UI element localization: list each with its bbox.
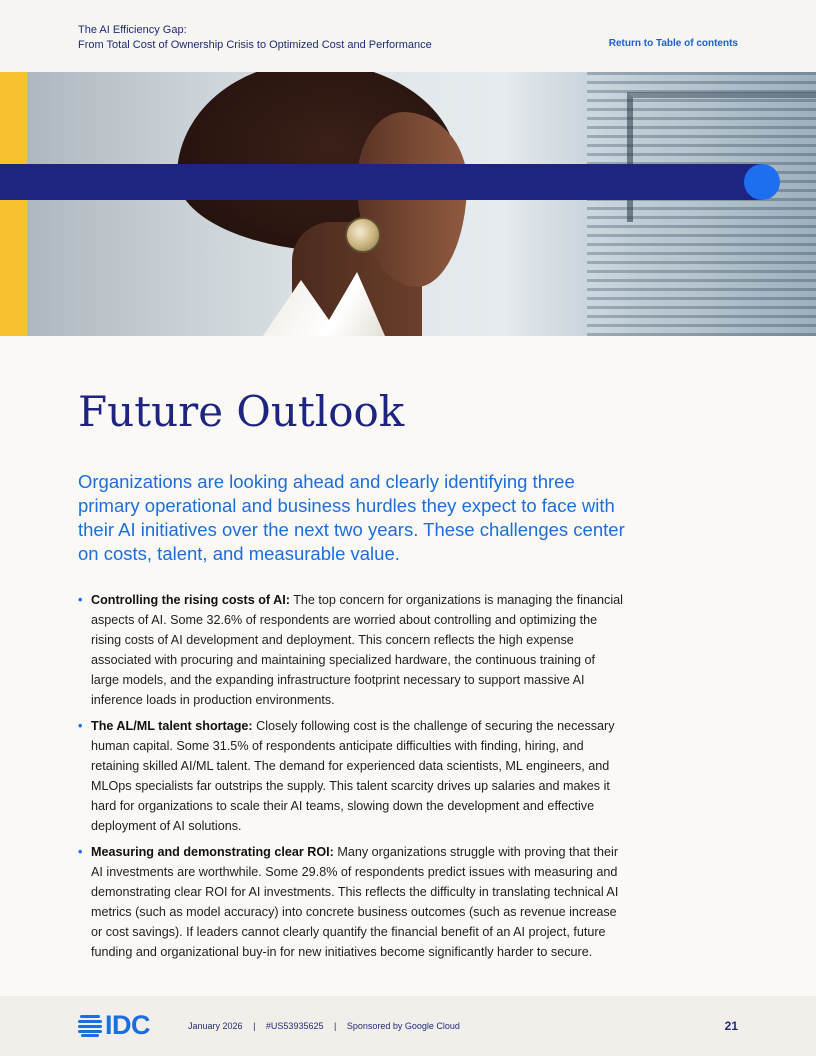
footer-separator: | [334,1021,337,1031]
hero-banner [0,72,816,336]
page-header [0,0,816,72]
sponsor-text: Sponsored by Google Cloud [346,1021,460,1031]
bullet-heading: Controlling the rising costs of AI: [91,593,290,607]
hero-photo [27,72,816,336]
portrait-earring [345,217,381,253]
list-item [78,716,623,836]
document-title-line-1: The AI Efficiency Gap: [78,24,187,36]
document-id: #US53935625 [265,1021,324,1031]
page-title: Future Outlook [78,387,405,436]
document-title [78,23,432,53]
bullet-icon: • [78,719,83,733]
publication-date: January 2026 [188,1021,243,1031]
yellow-accent-stripe-top [0,72,27,164]
list-item [78,590,623,710]
blue-accent-dot [744,164,780,200]
yellow-accent-stripe-bottom [0,200,27,336]
intro-paragraph: Organizations are looking ahead and clearly identifying three primary operational and business hurdles they expect to face with their AI initiatives over the next two years. These challenges center on costs, talent, and measurable value. [78,471,625,564]
bullet-heading: The AL/ML talent shortage: [91,719,253,733]
list-item [78,842,623,962]
page-number: 21 [724,1019,738,1033]
bullet-icon: • [78,593,83,607]
bullet-heading: Measuring and demonstrating clear ROI: [91,845,334,859]
bullet-text: Many organizations struggle with proving that their AI investments are worthwhile. Some 29.8% of respondents predict issues with measuring and demonstrating clear ROI for AI investments. This reflects the difficulty in translating technical AI metrics (such as model accuracy) into concrete business outcomes (such as revenue increase or cost savings). If leaders cannot clearly quantify the financial benefit of an AI project, future funding and organizational buy-in for new initiatives become significantly harder to secure. [91,845,619,959]
return-to-toc-link[interactable]: Return to Table of contents [608,38,738,49]
idc-globe-icon [78,1013,102,1037]
idc-logo [78,1012,150,1038]
background-window-frame [627,92,816,222]
idc-logo-text: IDC [105,1010,150,1040]
footer-meta [188,1021,460,1031]
document-title-line-2: From Total Cost of Ownership Crisis to Optimized Cost and Performance [78,39,432,51]
bullet-text: The top concern for organizations is managing the financial aspects of AI. Some 32.6% of respondents are worried about controlling and optimizing the rising costs of AI development and deployment. This concern reflects the high expense associated with procuring and maintaining specialized hardware, the continuous training of large models, and the expanding infrastructure footprint necessary to support massive AI inference loads in production environments. [91,593,623,707]
navy-accent-band [0,164,762,200]
bullet-icon: • [78,845,83,859]
bullet-text: Closely following cost is the challenge of securing the necessary human capital. Some 31.5% of respondents anticipate difficulties with finding, hiring, and retaining skilled AI/ML talent. The demand for experienced data scientists, ML engineers, and MLOps specialists far outstrips the supply. This talent scarcity drives up salaries and makes it hard for organizations to scale their AI teams, slowing down the development and effective deployment of AI solutions. [91,719,615,833]
footer-separator: | [253,1021,256,1031]
challenges-list [78,590,623,968]
page-footer [0,996,816,1056]
